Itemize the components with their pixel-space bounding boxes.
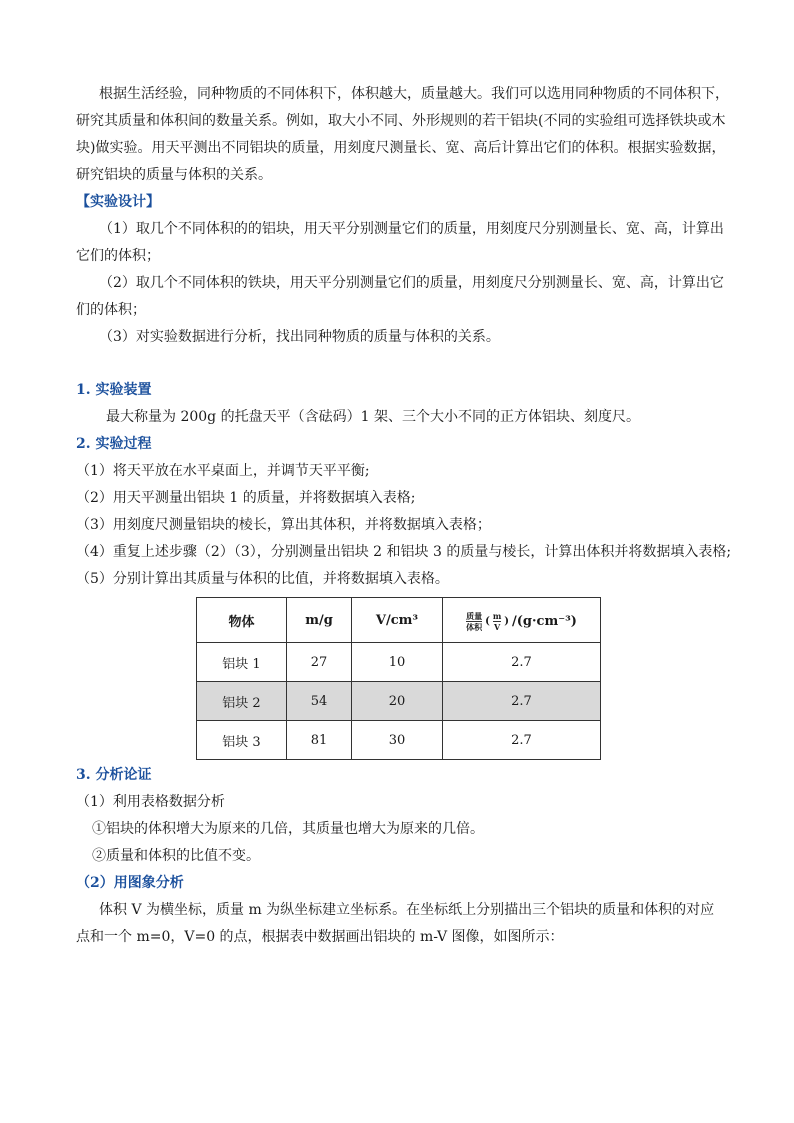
ratio-symbol-fraction: $\frac{m}{V}$ — [492, 611, 502, 632]
header-object: 物体 — [197, 598, 287, 643]
ratio-word-fraction: $\frac{\text{质量}}{\text{体积}}$ — [466, 611, 483, 632]
cell-mass: 27 — [287, 643, 352, 682]
cell-object: 铝块 3 — [197, 721, 287, 760]
header-mass: m/g — [287, 598, 352, 643]
intro-line-2: 研究其质量和体积间的数量关系。例如，取大小不同、外形规则的若干铝块(不同的实验组可选择铁块或木 — [76, 113, 726, 129]
section-2-heading: 2. 实验过程 — [76, 436, 152, 452]
intro-line-4: 研究铝块的质量与体积的关系。 — [76, 167, 272, 183]
table-row — [197, 682, 601, 721]
step-2: （2）用天平测量出铝块 1 的质量，并将数据填入表格; — [76, 490, 416, 506]
table-row — [197, 643, 601, 682]
design-item-2b: 们的体积； — [76, 302, 146, 318]
analysis-sub-1: （1）利用表格数据分析 — [76, 794, 225, 810]
section-1-text: 最大称量为 200g 的托盘天平（含砝码）1 架、三个大小不同的正方体铝块、刻度尺。 — [106, 409, 640, 425]
header-volume: V/cm³ — [352, 598, 443, 643]
cell-mass: 54 — [287, 682, 352, 721]
intro-line-1: 根据生活经验，同种物质的不同体积下，体积越大，质量越大。我们可以选用同种物质的不同体积下， — [99, 86, 729, 102]
design-item-2a: （2）取几个不同体积的铁块，用天平分别测量它们的质量，用刻度尺分别测量长、宽、高，计算出它 — [99, 275, 724, 291]
intro-line-3: 块)做实验。用天平测出不同铝块的质量，用刻度尺测量长、宽、高后计算出它们的体积。根据实验数据， — [76, 140, 726, 156]
section-1-heading: 1. 实验装置 — [76, 382, 152, 398]
cell-mass: 81 — [287, 721, 352, 760]
table-row — [197, 721, 601, 760]
design-item-1b: 它们的体积； — [76, 248, 160, 264]
cell-volume: 30 — [352, 721, 443, 760]
ratio-unit: /(g·cm⁻³) — [512, 614, 577, 629]
cell-ratio: 2.7 — [443, 682, 601, 721]
analysis-point-2: ②质量和体积的比值不变。 — [92, 848, 260, 864]
step-4: （4）重复上述步骤（2）（3），分别测量出铝块 2 和铝块 3 的质量与棱长，计算出体积并将数据填入表格; — [76, 544, 732, 560]
section-3-heading: 3. 分析论证 — [76, 767, 152, 783]
step-3: （3）用刻度尺测量铝块的棱长，算出其体积，并将数据填入表格； — [76, 517, 491, 533]
analysis-point-1: ①铝块的体积增大为原来的几倍，其质量也增大为原来的几倍。 — [92, 821, 484, 837]
cell-ratio: 2.7 — [443, 721, 601, 760]
cell-object: 铝块 2 — [197, 682, 287, 721]
data-table — [196, 597, 601, 760]
design-heading: 【实验设计】 — [76, 194, 160, 210]
table-header-row — [197, 598, 601, 643]
step-1: （1）将天平放在水平桌面上，并调节天平平衡; — [76, 463, 370, 479]
analysis-sub-2: （2）用图象分析 — [76, 875, 184, 891]
step-5: （5）分别计算出其质量与体积的比值，并将数据填入表格。 — [76, 571, 449, 587]
header-ratio: $\frac{\text{质量}}{\text{体积}}$ ( $\frac{m}{V}$ ) /(g·cm⁻³) — [443, 598, 601, 643]
cell-ratio: 2.7 — [443, 643, 601, 682]
analysis-text-1: 体积 V 为横坐标，质量 m 为纵坐标建立坐标系。在坐标纸上分别描出三个铝块的质量和体积的对应 — [99, 902, 715, 918]
cell-object: 铝块 1 — [197, 643, 287, 682]
analysis-text-2: 点和一个 m=0，V=0 的点，根据表中数据画出铝块的 m-V 图像，如图所示： — [76, 929, 564, 945]
design-item-1a: （1）取几个不同体积的的铝块，用天平分别测量它们的质量，用刻度尺分别测量长、宽、高，计算出 — [99, 221, 724, 237]
cell-volume: 20 — [352, 682, 443, 721]
cell-volume: 10 — [352, 643, 443, 682]
design-item-3: （3）对实验数据进行分析，找出同种物质的质量与体积的关系。 — [99, 329, 500, 345]
